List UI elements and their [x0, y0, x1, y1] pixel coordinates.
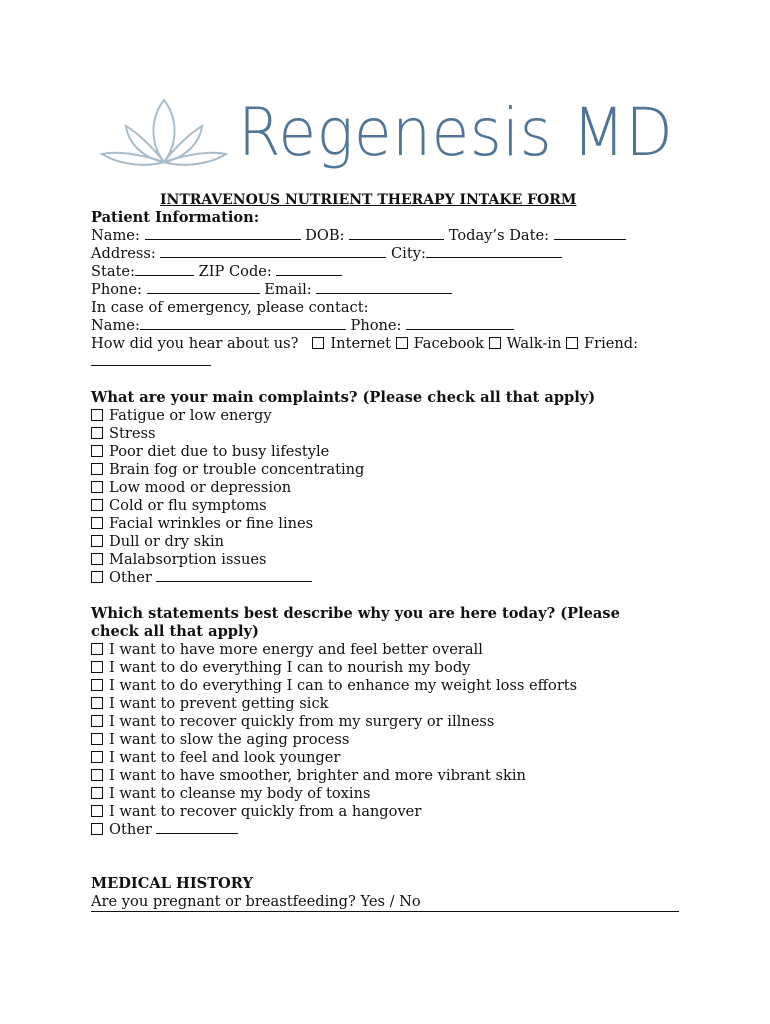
complaints-heading: What are your main complaints? (Please check all that apply) [91, 389, 596, 406]
reasons-heading-line1: Which statements best describe why you are here today? (Please [91, 605, 620, 622]
list-item: Facial wrinkles or fine lines [91, 515, 691, 533]
other-reason-field[interactable] [156, 821, 238, 834]
list-item: I want to prevent getting sick [91, 695, 691, 713]
regenesis-logo [96, 96, 686, 192]
email-label: Email: [264, 281, 312, 298]
emergency-name-row [91, 317, 691, 335]
checkbox[interactable] [91, 499, 103, 511]
list-item: Low mood or depression [91, 479, 691, 497]
checkbox[interactable] [91, 805, 103, 817]
checkbox[interactable] [91, 517, 103, 529]
checkbox[interactable] [91, 427, 103, 439]
ec-name-field[interactable] [140, 317, 346, 330]
ec-phone-label: Phone: [350, 317, 402, 334]
phone-field[interactable] [147, 281, 260, 294]
list-item: I want to recover quickly from my surgery or illness [91, 713, 691, 731]
list-item: I want to cleanse my body of toxins [91, 785, 691, 803]
list-item: I want to feel and look younger [91, 749, 691, 767]
checkbox[interactable] [91, 751, 103, 763]
friend-checkbox[interactable] [566, 337, 578, 349]
walkin-checkbox[interactable] [489, 337, 501, 349]
referral-label: How did you hear about us? [91, 335, 299, 352]
pregnancy-question: Are you pregnant or breastfeeding? Yes / No [91, 893, 679, 912]
checkbox[interactable] [91, 571, 103, 583]
dob-label: DOB: [305, 227, 345, 244]
checkbox[interactable] [91, 733, 103, 745]
zip-label: ZIP Code: [198, 263, 272, 280]
referral-row: How did you hear about us? Internet Facebook Walk-in Friend: [91, 335, 639, 352]
list-item: Other [91, 821, 691, 839]
name-field[interactable] [145, 227, 301, 240]
list-item: I want to do everything I can to nourish my body [91, 659, 691, 677]
list-item: I want to have smoother, brighter and more vibrant skin [91, 767, 691, 785]
emergency-contact-label: In case of emergency, please contact: [91, 299, 369, 316]
checkbox[interactable] [91, 409, 103, 421]
list-item: Stress [91, 425, 691, 443]
complaints-list [91, 407, 691, 587]
checkbox[interactable] [91, 481, 103, 493]
patient-info-heading: Patient Information: [91, 209, 260, 226]
facebook-checkbox[interactable] [396, 337, 408, 349]
checkbox[interactable] [91, 643, 103, 655]
checkbox[interactable] [91, 679, 103, 691]
phone-email-row [91, 281, 691, 299]
friend-name-row [91, 353, 691, 371]
list-item: Fatigue or low energy [91, 407, 691, 425]
reasons-list [91, 641, 691, 839]
city-field[interactable] [426, 245, 562, 258]
today-date-label: Today’s Date: [448, 227, 550, 244]
state-label: State: [91, 263, 135, 280]
list-item: I want to have more energy and feel better overall [91, 641, 691, 659]
checkbox[interactable] [91, 463, 103, 475]
city-label: City: [391, 245, 426, 262]
address-row [91, 245, 691, 263]
friend-name-field[interactable] [91, 353, 211, 366]
address-label: Address: [91, 245, 156, 262]
ec-name-label: Name: [91, 317, 140, 334]
phone-label: Phone: [91, 281, 142, 298]
form-title: INTRAVENOUS NUTRIENT THERAPY INTAKE FORM [160, 192, 577, 208]
internet-checkbox[interactable] [312, 337, 324, 349]
dob-field[interactable] [349, 227, 444, 240]
list-item: Cold or flu symptoms [91, 497, 691, 515]
brand-wordmark: Regenesis MD [238, 94, 674, 171]
lotus-icon [96, 96, 232, 186]
list-item: Poor diet due to busy lifestyle [91, 443, 691, 461]
list-item: I want to slow the aging process [91, 731, 691, 749]
checkbox[interactable] [91, 715, 103, 727]
checkbox[interactable] [91, 661, 103, 673]
list-item: I want to do everything I can to enhance my weight loss efforts [91, 677, 691, 695]
state-field[interactable] [135, 263, 194, 276]
ec-phone-field[interactable] [406, 317, 514, 330]
list-item: I want to recover quickly from a hangover [91, 803, 691, 821]
zip-field[interactable] [276, 263, 342, 276]
other-complaint-field[interactable] [156, 569, 312, 582]
today-date-field[interactable] [554, 227, 626, 240]
list-item: Malabsorption issues [91, 551, 691, 569]
checkbox[interactable] [91, 769, 103, 781]
email-field[interactable] [316, 281, 452, 294]
name-dob-row [91, 227, 691, 245]
form-content [91, 209, 691, 912]
checkbox[interactable] [91, 697, 103, 709]
checkbox[interactable] [91, 535, 103, 547]
state-zip-row [91, 263, 691, 281]
list-item: Brain fog or trouble concentrating [91, 461, 691, 479]
checkbox[interactable] [91, 553, 103, 565]
address-field[interactable] [160, 245, 386, 258]
medical-history-heading: MEDICAL HISTORY [91, 875, 253, 892]
name-label: Name: [91, 227, 140, 244]
reasons-heading-line2: check all that apply) [91, 623, 259, 640]
checkbox[interactable] [91, 445, 103, 457]
list-item: Other [91, 569, 691, 587]
list-item: Dull or dry skin [91, 533, 691, 551]
checkbox[interactable] [91, 823, 103, 835]
checkbox[interactable] [91, 787, 103, 799]
